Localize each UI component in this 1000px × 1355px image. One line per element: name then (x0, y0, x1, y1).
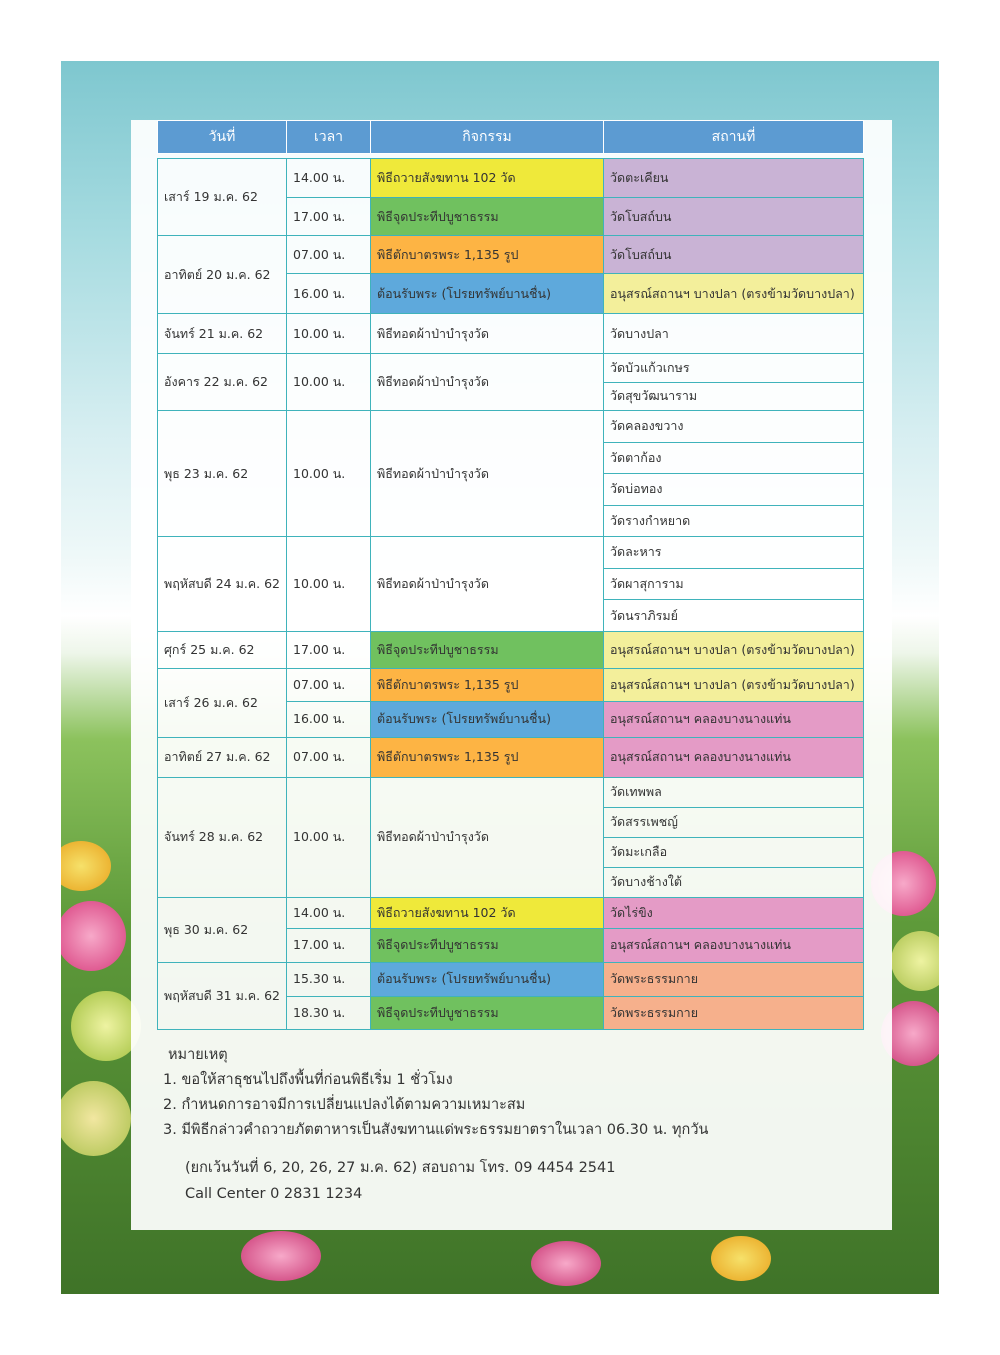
place-cell: วัดเทพพล (604, 777, 864, 807)
place-cell: วัดบางปลา (604, 314, 864, 354)
activity-cell: พิธีตักบาตรพระ 1,135 รูป (371, 668, 604, 701)
place-cell: วัดพระธรรมกาย (604, 962, 864, 996)
table-row (158, 962, 864, 996)
place-cell: อนุสรณ์สถานฯ บางปลา (ตรงข้ามวัดบางปลา) (604, 631, 864, 668)
call-center-line: Call Center 0 2831 1234 (185, 1186, 363, 1202)
activity-cell: ต้อนรับพระ (โปรยทรัพย์บานชื่น) (371, 962, 604, 996)
flower-decoration (531, 1241, 601, 1286)
date-cell: เสาร์ 26 ม.ค. 62 (158, 668, 287, 737)
header-date: วันที่ (158, 121, 287, 154)
place-cell: วัดพระธรรมกาย (604, 996, 864, 1029)
time-cell: 17.00 น. (287, 928, 371, 962)
date-cell: อังคาร 22 ม.ค. 62 (158, 354, 287, 411)
note-item: 3. มีพิธีกล่าวคำถวายภัตตาหารเป็นสังฆทานแด่พระธรรมยาตราในเวลา 06.30 น. ทุกวัน (163, 1122, 709, 1138)
header-activity: กิจกรรม (371, 121, 604, 154)
time-cell: 14.00 น. (287, 897, 371, 928)
time-cell: 18.30 น. (287, 996, 371, 1029)
table-row (158, 777, 864, 807)
time-cell: 07.00 น. (287, 236, 371, 274)
place-cell: อนุสรณ์สถานฯ บางปลา (ตรงข้ามวัดบางปลา) (604, 668, 864, 701)
header-place: สถานที่ (604, 121, 864, 154)
flower-decoration (711, 1236, 771, 1281)
activity-cell: พิธีทอดผ้าป่าบำรุงวัด (371, 314, 604, 354)
place-cell: วัดบ่อทอง (604, 474, 864, 506)
flower-decoration (61, 841, 111, 891)
notes-section (163, 1043, 863, 1143)
place-cell: วัดโบสถ์บน (604, 198, 864, 236)
schedule-body (158, 159, 864, 1030)
place-cell: วัดบัวแก้วเกษร (604, 354, 864, 383)
table-row (158, 354, 864, 383)
place-cell: อนุสรณ์สถานฯ คลองบางนางแท่น (604, 928, 864, 962)
time-cell: 07.00 น. (287, 668, 371, 701)
activity-cell: พิธีถวายสังฆทาน 102 วัด (371, 159, 604, 198)
place-cell: วัดไร่ขิง (604, 897, 864, 928)
table-row (158, 314, 864, 354)
time-cell: 17.00 น. (287, 631, 371, 668)
time-cell: 10.00 น. (287, 411, 371, 537)
time-cell: 10.00 น. (287, 777, 371, 897)
note-item: 1. ขอให้สาธุชนไปถึงพื้นที่ก่อนพิธีเริ่ม 1 ชั่วโมง (163, 1072, 453, 1088)
table-row (158, 159, 864, 198)
date-cell: พฤหัสบดี 24 ม.ค. 62 (158, 537, 287, 632)
place-cell: อนุสรณ์สถานฯ คลองบางนางแท่น (604, 737, 864, 777)
place-cell: วัดสุขวัฒนาราม (604, 382, 864, 411)
activity-cell: พิธีจุดประทีปบูชาธรรม (371, 996, 604, 1029)
contact-line: (ยกเว้นวันที่ 6, 20, 26, 27 ม.ค. 62) สอบถาม โทร. 09 4454 2541 (185, 1160, 616, 1176)
flower-decoration (241, 1231, 321, 1281)
place-cell: วัดละหาร (604, 537, 864, 569)
date-cell: จันทร์ 28 ม.ค. 62 (158, 777, 287, 897)
table-row (158, 236, 864, 274)
place-cell: อนุสรณ์สถานฯ บางปลา (ตรงข้ามวัดบางปลา) (604, 274, 864, 314)
place-cell: วัดรางกำหยาด (604, 505, 864, 537)
flower-decoration (61, 1081, 131, 1156)
time-cell: 14.00 น. (287, 159, 371, 198)
activity-cell: พิธีตักบาตรพระ 1,135 รูป (371, 236, 604, 274)
time-cell: 10.00 น. (287, 314, 371, 354)
place-cell: อนุสรณ์สถานฯ คลองบางนางแท่น (604, 701, 864, 737)
activity-cell: พิธีถวายสังฆทาน 102 วัด (371, 897, 604, 928)
place-cell: วัดโบสถ์บน (604, 236, 864, 274)
notes-title: หมายเหตุ (168, 1047, 228, 1063)
note-item: 2. กำหนดการอาจมีการเปลี่ยนแปลงได้ตามความเหมาะสม (163, 1097, 526, 1113)
activity-cell: ต้อนรับพระ (โปรยทรัพย์บานชื่น) (371, 701, 604, 737)
table-row (158, 537, 864, 569)
time-cell: 07.00 น. (287, 737, 371, 777)
place-cell: วัดนราภิรมย์ (604, 600, 864, 632)
place-cell: วัดบางช้างใต้ (604, 867, 864, 897)
activity-cell: พิธีจุดประทีปบูชาธรรม (371, 928, 604, 962)
header-time: เวลา (287, 121, 371, 154)
activity-cell: พิธีทอดผ้าป่าบำรุงวัด (371, 777, 604, 897)
date-cell: อาทิตย์ 27 ม.ค. 62 (158, 737, 287, 777)
activity-cell: พิธีทอดผ้าป่าบำรุงวัด (371, 354, 604, 411)
table-header-row (158, 121, 864, 154)
date-cell: เสาร์ 19 ม.ค. 62 (158, 159, 287, 236)
place-cell: วัดตาก้อง (604, 442, 864, 474)
time-cell: 10.00 น. (287, 537, 371, 632)
activity-cell: พิธีตักบาตรพระ 1,135 รูป (371, 737, 604, 777)
date-cell: พุธ 30 ม.ค. 62 (158, 897, 287, 962)
time-cell: 16.00 น. (287, 274, 371, 314)
place-cell: วัดผาสุการาม (604, 568, 864, 600)
place-cell: วัดสรรเพชญ์ (604, 807, 864, 837)
activity-cell: พิธีจุดประทีปบูชาธรรม (371, 198, 604, 236)
table-row (158, 411, 864, 443)
place-cell: วัดคลองขวาง (604, 411, 864, 443)
date-cell: จันทร์ 21 ม.ค. 62 (158, 314, 287, 354)
activity-cell: พิธีทอดผ้าป่าบำรุงวัด (371, 411, 604, 537)
date-cell: อาทิตย์ 20 ม.ค. 62 (158, 236, 287, 314)
date-cell: ศุกร์ 25 ม.ค. 62 (158, 631, 287, 668)
table-row (158, 897, 864, 928)
activity-cell: พิธีทอดผ้าป่าบำรุงวัด (371, 537, 604, 632)
activity-cell: พิธีจุดประทีปบูชาธรรม (371, 631, 604, 668)
time-cell: 16.00 น. (287, 701, 371, 737)
table-row (158, 668, 864, 701)
contact-section (185, 1155, 615, 1207)
place-cell: วัดตะเคียน (604, 159, 864, 198)
schedule-table (157, 120, 864, 1030)
time-cell: 15.30 น. (287, 962, 371, 996)
table-row (158, 631, 864, 668)
place-cell: วัดมะเกลือ (604, 837, 864, 867)
flower-decoration (891, 931, 939, 991)
time-cell: 10.00 น. (287, 354, 371, 411)
activity-cell: ต้อนรับพระ (โปรยทรัพย์บานชื่น) (371, 274, 604, 314)
time-cell: 17.00 น. (287, 198, 371, 236)
date-cell: พฤหัสบดี 31 ม.ค. 62 (158, 962, 287, 1029)
date-cell: พุธ 23 ม.ค. 62 (158, 411, 287, 537)
flower-decoration (61, 901, 126, 971)
table-row (158, 737, 864, 777)
